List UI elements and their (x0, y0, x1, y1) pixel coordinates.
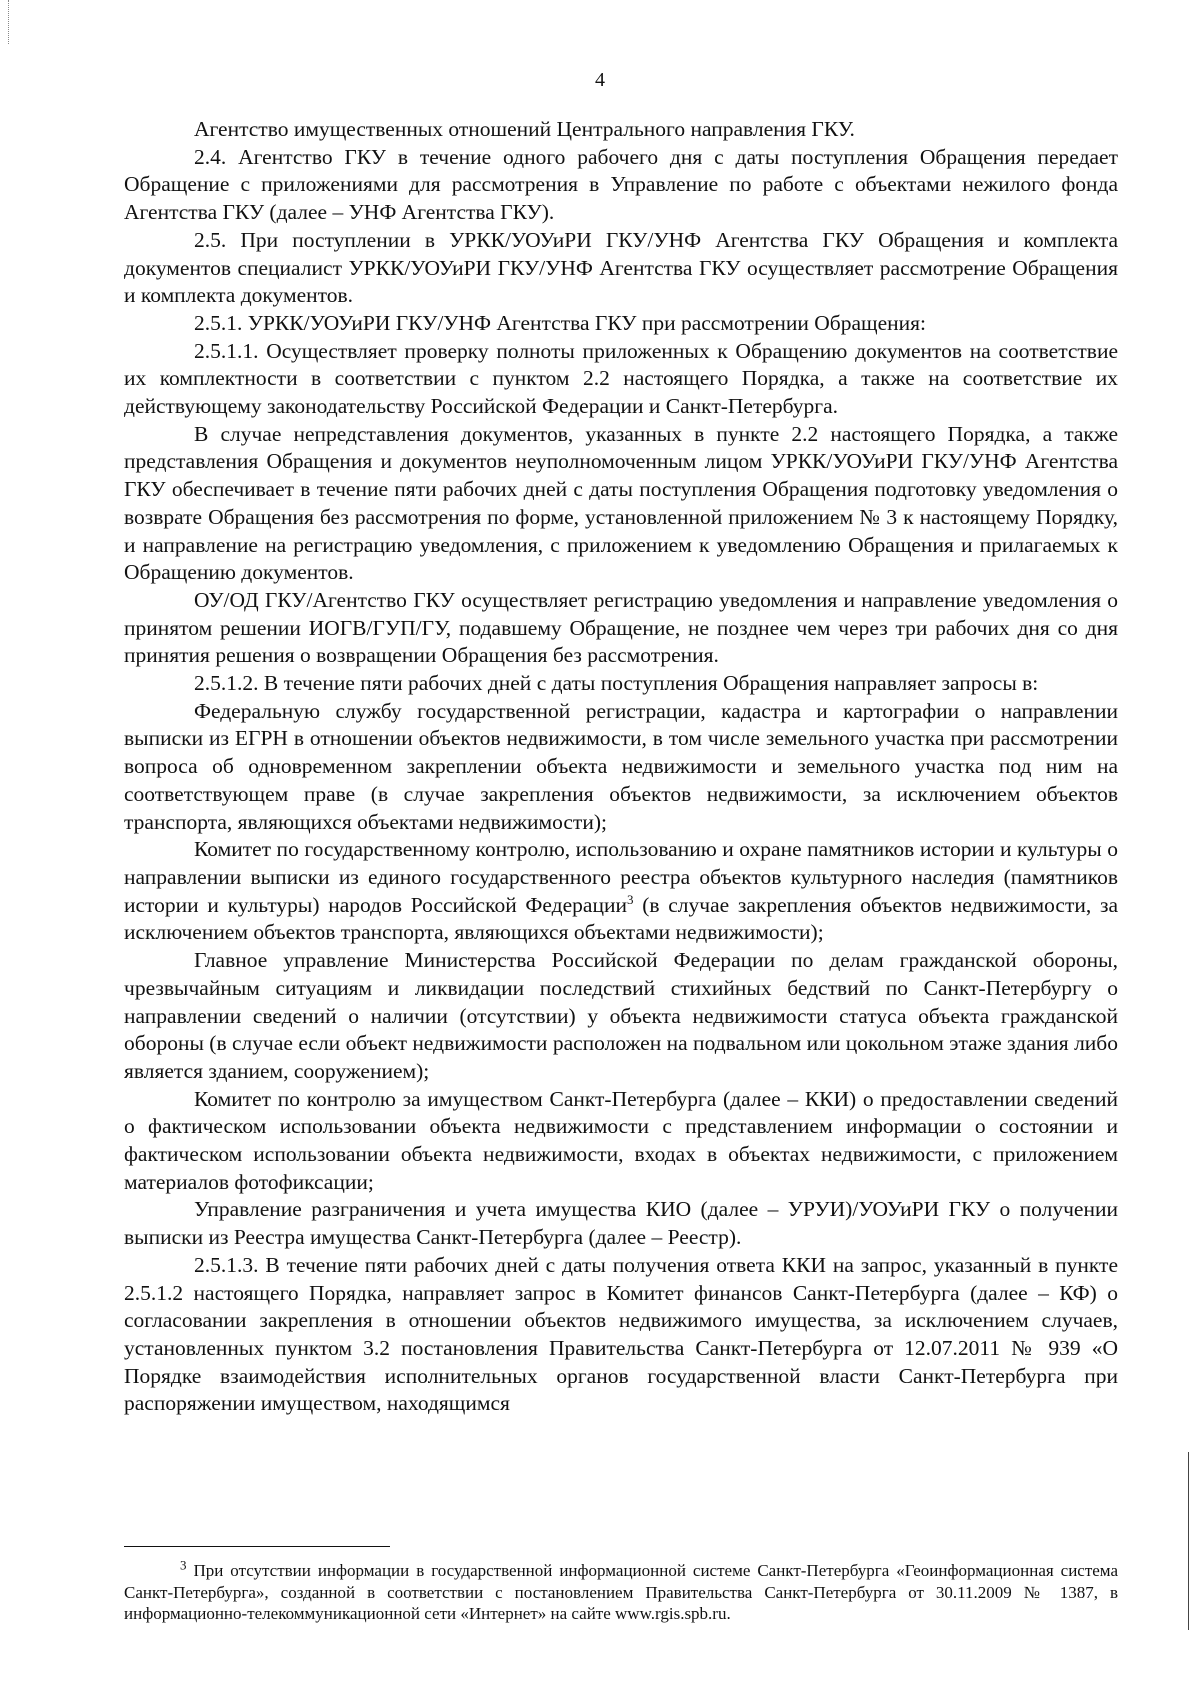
paragraph-2-5-1-3: 2.5.1.3. В течение пяти рабочих дней с даты получения ответа ККИ на запрос, указанный в пункте 2.5.1.2 настоящего Порядка, направляет запрос в Комитет финансов Санкт-Петербурга (далее – КФ) о согласовании закрепления в отношении объектов недвижимого имущества, за исключением случаев, установленных пунктом 3.2 постановления Правительства Санкт-Петербурга от 12.07.2011 № 939 «О Порядке взаимодействия исполнительных органов государственной власти Санкт-Петербурга при распоряжении имуществом, находящимся (124, 1252, 1118, 1416)
paragraph-2-5-1-2: 2.5.1.2. В течение пяти рабочих дней с даты поступления Обращения направляет запросы в: (194, 671, 1039, 696)
footnote-text: При отсутствии информации в государственной информационной системе Санкт-Петербурга «Геоинформационная система Санкт-Петербурга», созданной в соответствии с постановлением Правительства Санкт-Петербурга от 30.11.2009 № 1387, в информационно-телекоммуникационной сети «Интернет» на сайте www.rgis.spb.ru. (124, 1561, 1118, 1623)
paragraph-2-4: 2.4. Агентство ГКУ в течение одного рабочего дня с даты поступления Обращения передает Обращение с приложениями для рассмотрения в Управление по работе с объектами нежилого фонда Агентства ГКУ (далее – УНФ Агентства ГКУ). (124, 144, 1118, 225)
footnote (124, 1557, 1118, 1625)
paragraph-request-rosreestr: Федеральную службу государственной регистрации, кадастра и картографии о направлении выписки из ЕГРН в отношении объектов недвижимости, в том числе земельного участка при рассмотрении вопроса об одновременном закреплении объекта недвижимости и земельного участка под ним на соответствующем праве (в случае закрепления объектов недвижимости, за исключением объектов транспорта, являющихся объектами недвижимости); (124, 698, 1118, 834)
footnote-marker: 3 (180, 1557, 187, 1573)
footnote-separator (124, 1546, 390, 1547)
paragraph-request-urui: Управление разграничения и учета имущества КИО (далее – УРУИ)/УОУиРИ ГКУ о получении выписки из Реестра имущества Санкт-Петербурга (далее – Реестр). (124, 1197, 1118, 1250)
paragraph-registration: ОУ/ОД ГКУ/Агентство ГКУ осуществляет регистрацию уведомления и направление уведомления о принятом решении ИОГВ/ГУП/ГУ, подавшему Обращение, не позднее чем через три рабочих дня со дня принятия решения о возвращении Обращения без рассмотрения. (124, 587, 1118, 668)
right-margin-scan-mark (1188, 1452, 1189, 1630)
paragraph-request-mchs: Главное управление Министерства Российской Федерации по делам гражданской обороны, чрезвычайным ситуациям и ликвидации последствий стихийных бедствий по Санкт-Петербургу о направлении сведений о наличии (отсутствии) у объекта недвижимости статуса объекта гражданской обороны (в случае если объект недвижимости расположен на подвальном или цокольном этаже здания либо является зданием, сооружением); (124, 948, 1118, 1083)
document-body (124, 116, 1118, 1418)
paragraph-2-5: 2.5. При поступлении в УРКК/УОУиРИ ГКУ/УНФ Агентства ГКУ Обращения и комплекта документов специалист УРКК/УОУиРИ ГКУ/УНФ Агентства ГКУ осуществляет рассмотрение Обращения и комплекта документов. (124, 227, 1118, 308)
paragraph-2-5-1: 2.5.1. УРКК/УОУиРИ ГКУ/УНФ Агентства ГКУ при рассмотрении Обращения: (194, 310, 926, 335)
paragraph-request-kki: Комитет по контролю за имуществом Санкт-Петербурга (далее – ККИ) о предоставлении сведений о фактическом использовании объекта недвижимости с представлением информации о состоянии и фактическом использовании объекта недвижимости, входах в объектах недвижимости, с приложением материалов фотофиксации; (124, 1086, 1118, 1194)
paragraph-2-5-1-1: 2.5.1.1. Осуществляет проверку полноты приложенных к Обращению документов на соответствие их комплектности в соответствии с пунктом 2.2 настоящего Порядка, а также на соответствие их действующему законодательству Российской Федерации и Санкт-Петербурга. (124, 338, 1118, 419)
paragraph-agency-name: Агентство имущественных отношений Центрального направления ГКУ. (194, 117, 855, 141)
left-margin-scan-mark (8, 0, 9, 44)
paragraph-request-kgiop (124, 836, 1118, 947)
footnote-reference: 3 (626, 891, 634, 907)
page-number: 4 (595, 69, 605, 91)
kgiop-text-continued: (в случае закрепления объектов недвижимости, за исключением объектов транспорта, являющихся объектами недвижимости); (124, 892, 1118, 945)
paragraph-return-notice: В случае непредставления документов, указанных в пункте 2.2 настоящего Порядка, а также представления Обращения и документов неуполномоченным лицом УРКК/УОУиРИ ГКУ/УНФ Агентства ГКУ обеспечивает в течение пяти рабочих дней с даты поступления Обращения подготовку уведомления о возврате Обращения без рассмотрения по форме, установленной приложением № 3 к настоящему Порядку, и направление на регистрацию уведомления, с приложением к уведомлению Обращения и прилагаемых к Обращению документов. (124, 421, 1118, 585)
kgiop-text: Комитет по государственному контролю, использованию и охране памятников истории и культуры о направлении выписки из единого государственного реестра объектов культурного наследия (памятников истории и культуры) народов Российской Федерации (124, 837, 1118, 917)
